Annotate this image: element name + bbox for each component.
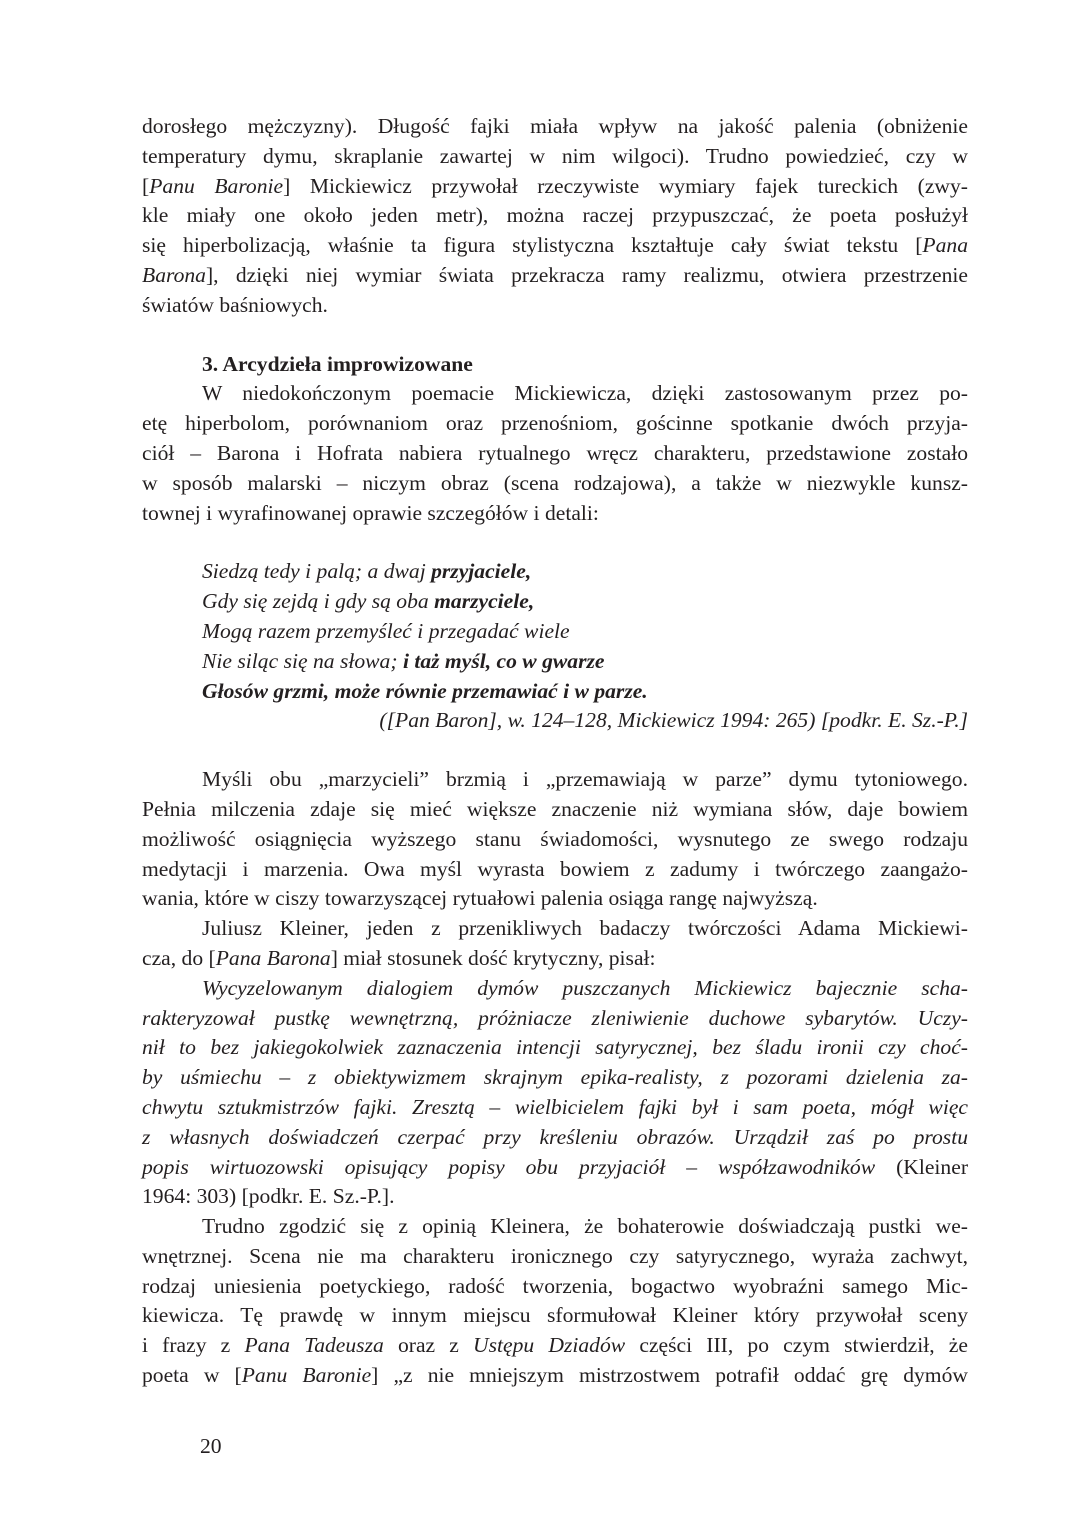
verse-citation: ([Pan Baron], w. 124–128, Mickiewicz 1994: 265) [podkr. E. Sz.-P.] xyxy=(379,708,968,733)
text-line: [Panu Baronie] Mickiewicz przywołał rzeczywiste wymiary fajek tureckich (zwy- xyxy=(142,173,968,198)
quote-line: by uśmiechu – z obiektywizmem skrajnym epika-realisty, z pozorami dzielenia za- xyxy=(142,1065,968,1090)
text-line: Pełnia milczenia zdaje się mieć większe znaczenie niż wymiana słów, daje bowiem xyxy=(142,796,968,821)
quote-line: nił to bez jakiegokolwiek zaznaczenia intencji satyrycznej, bez śladu ironii czy choć- xyxy=(142,1035,968,1060)
verse-quote xyxy=(142,557,968,736)
page-number: 20 xyxy=(200,1434,222,1458)
spacer xyxy=(142,528,968,557)
quote-line: rakteryzował pustkę wewnętrzną, próżniacze zleniwienie duchowe sybarytów. Uczy- xyxy=(142,1005,968,1030)
quote-line: Wycyzelowanym dialogiem dymów puszczanych Mickiewicz bajecznie scha- xyxy=(202,975,968,1000)
verse-line: Gdy się zejdą i gdy są oba marzyciele, xyxy=(202,589,535,614)
verse-line: Mogą razem przemyśleć i przegadać wiele xyxy=(202,618,570,643)
verse-line: Głosów grzmi, może równie przemawiać i w parze. xyxy=(202,678,648,703)
verse-line: Siedzą tedy i palą; a dwaj przyjaciele, xyxy=(202,559,532,584)
text-line: townej i wyrafinowanej oprawie szczegółów i detali: xyxy=(142,500,599,525)
text-line: Myśli obu „marzycieli” brzmią i „przemawiają w parze” dymu tytoniowego. xyxy=(202,767,968,792)
quote-line: chwytu sztukmistrzów fajki. Zresztą – wielbicielem fajki był i sam poeta, mógł więc xyxy=(142,1094,968,1119)
quote-line: popis wirtuozowski opisujący popisy obu przyjaciół – współzawodników (Kleiner xyxy=(142,1154,969,1179)
text-line: W niedokończonym poemacie Mickiewicza, dzięki zastosowanym przez po- xyxy=(202,381,968,406)
kleiner-quote xyxy=(142,974,968,1212)
text-line: wnętrznej. Scena nie ma charakteru ironicznego czy satyrycznego, wyraża zachwyt, xyxy=(142,1243,968,1268)
text-line: w sposób malarski – niczym obraz (scena rodzajowa), a także w niezwykle kunsz- xyxy=(142,470,968,495)
paragraph-2 xyxy=(142,379,968,528)
text-line: poeta w [Panu Baronie] „z nie mniejszym mistrzostwem potrafił oddać grę dymów xyxy=(142,1363,968,1388)
text-line: i frazy z Pana Tadeusza oraz z Ustępu Dziadów części III, po czym stwierdził, że xyxy=(142,1333,968,1358)
text-line: dorosłego mężczyzny). Długość fajki miała wpływ na jakość palenia (obniżenie xyxy=(142,114,968,138)
paragraph-5 xyxy=(142,1212,968,1391)
text-line: światów baśniowych. xyxy=(142,292,328,317)
spacer xyxy=(142,736,968,765)
text-line: Juliusz Kleiner, jeden z przenikliwych badaczy twórczości Adama Mickiewi- xyxy=(202,916,968,941)
spacer xyxy=(142,321,968,350)
text-line: kiewicza. Tę prawdę w innym miejscu sformułował Kleiner który przywołał sceny xyxy=(142,1303,968,1328)
text-line: się hiperbolizacją, właśnie ta figura stylistyczna kształtuje cały świat tekstu [Pana xyxy=(142,233,968,258)
section-heading: 3. Arcydzieła improwizowane xyxy=(202,351,473,376)
page-body xyxy=(142,112,968,1391)
text-line: cza, do [Pana Barona] miał stosunek dość krytyczny, pisał: xyxy=(142,945,656,970)
text-line: wania, które w ciszy towarzyszącej rytuałowi palenia osiąga rangę najwyższą. xyxy=(142,886,818,911)
text-line: temperatury dymu, skraplanie zawartej w nim wilgoci). Trudno powiedzieć, czy w xyxy=(142,143,968,168)
text-line: Barona], dzięki niej wymiar świata przekracza ramy realizmu, otwiera przestrzenie xyxy=(142,262,968,287)
text-line: medytacji i marzenia. Owa myśl wyrasta bowiem z zadumy i twórczego zaangażo- xyxy=(142,856,968,881)
verse-line: Nie siląc się na słowa; i taż myśl, co w gwarze xyxy=(202,648,605,673)
paragraph-3 xyxy=(142,765,968,914)
paragraph-4 xyxy=(142,914,968,974)
text-line: kle miały one około jeden metr), można raczej przypuszczać, że poeta posłużył xyxy=(142,203,968,228)
text-line: Trudno zgodzić się z opinią Kleinera, że bohaterowie doświadczają pustki we- xyxy=(202,1214,968,1239)
quote-line: 1964: 303) [podkr. E. Sz.-P.]. xyxy=(142,1184,395,1209)
quote-line: z własnych doświadczeń czerpać przy kreśleniu obrazów. Urządził zaś po prostu xyxy=(142,1124,968,1149)
text-line: rodzaj uniesienia poetyckiego, radość tworzenia, bogactwo wyobraźni samego Mic- xyxy=(142,1273,968,1298)
text-line: możliwość osiągnięcia wyższego stanu świadomości, wysnutego ze swego rodzaju xyxy=(142,826,968,851)
text-line: etę hiperbolom, porównaniom oraz przenośniom, gościnne spotkanie dwóch przyja- xyxy=(142,411,968,436)
paragraph-1 xyxy=(142,112,968,321)
text-line: ciół – Barona i Hofrata nabiera rytualnego wręcz charakteru, przedstawione zostało xyxy=(142,440,968,465)
